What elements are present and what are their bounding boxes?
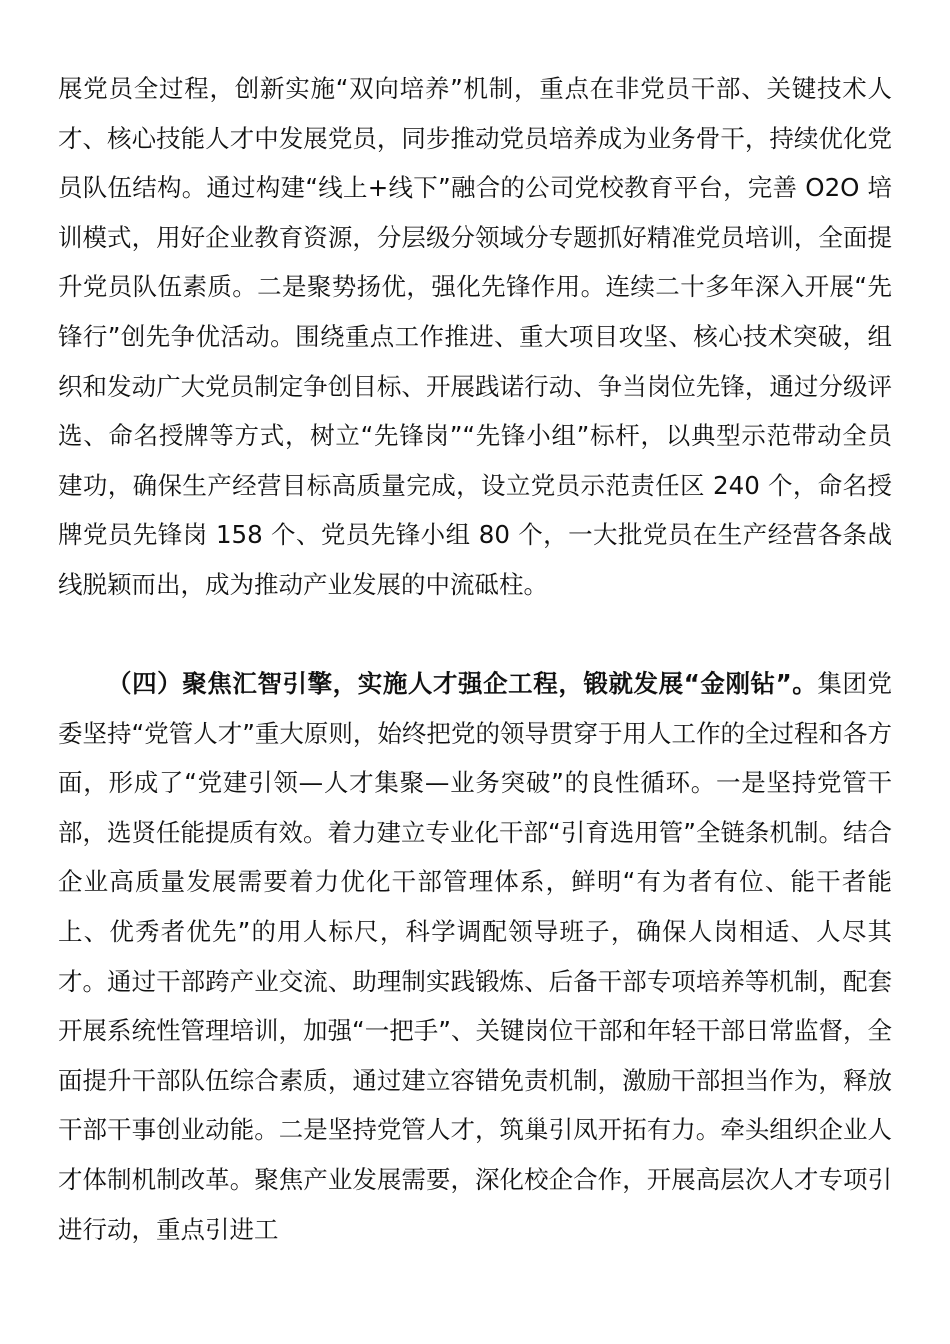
body-text-block-2 — [58, 659, 892, 1254]
body-text-block-1 — [58, 64, 892, 610]
paragraph-party-member-development: 展党员全过程，创新实施“双向培养”机制，重点在非党员干部、关键技术人才、核心技能人才中发展党员，同步推动党员培养成为业务骨干，持续优化党员队伍结构。通过构建“线上+线下”融合的公司党校教育平台，完善 O2O 培训模式，用好企业教育资源，分层级分领域分专题抓好精准党员培训，全面提升党员队伍素质。二是聚势扬优，强化先锋作用。连续二十多年深入开展“先锋行”创先争优活动。围绕重点工作推进、重大项目攻坚、核心技术突破，组织和发动广大党员制定争创目标、开展践诺行动、争当岗位先锋，通过分级评选、命名授牌等方式，树立“先锋岗”“先锋小组”标杆，以典型示范带动全员建功，确保生产经营目标高质量完成，设立党员示范责任区 240 个，命名授牌党员先锋岗 158 个、党员先锋小组 80 个，一大批党员在生产经营各条战线脱颖而出，成为推动产业发展的中流砥柱。 — [58, 74, 892, 599]
paragraph-talent-body: 集团党委坚持“党管人才”重大原则，始终把党的领导贯穿于用人工作的全过程和各方面，形成了“党建引领—人才集聚—业务突破”的良性循环。一是坚持党管干部，选贤任能提质有效。着力建立专业化干部“引育选用管”全链条机制。结合企业高质量发展需要着力优化干部管理体系，鲜明“有为者有位、能干者能上、优秀者优先”的用人标尺，科学调配领导班子，确保人岗相适、人尽其才。通过干部跨产业交流、助理制实践锻炼、后备干部专项培养等机制，配套开展系统性管理培训，加强“一把手”、关键岗位干部和年轻干部日常监督，全面提升干部队伍综合素质，通过建立容错免责机制，激励干部担当作为，释放干部干事创业动能。二是坚持党管人才，筑巢引凤开拓有力。牵头组织企业人才体制机制改革。聚焦产业发展需要，深化校企合作，开展高层次人才专项引进行动，重点引进工 — [58, 669, 893, 1244]
paragraph-talent-strategy — [58, 659, 892, 1254]
section-heading-four: （四）聚焦汇智引擎，实施人才强企工程，锻就发展“金刚钻”。 — [107, 669, 818, 698]
